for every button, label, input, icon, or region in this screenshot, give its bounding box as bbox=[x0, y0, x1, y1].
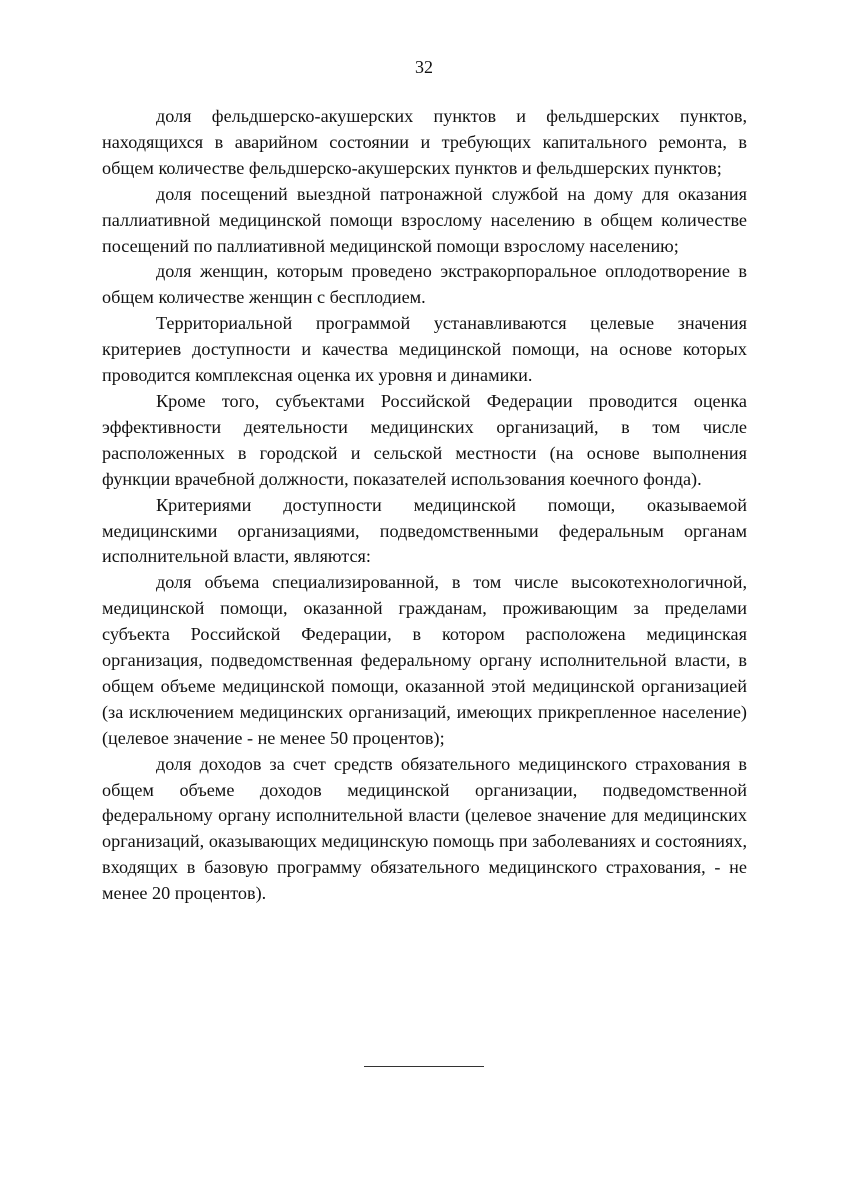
paragraph-ivf-share: доля женщин, которым проведено экстракорпоральное оплодотворение в общем количестве женщин с бесплодием. bbox=[102, 261, 747, 308]
paragraph-efficiency-assessment: Кроме того, субъектами Российской Федерации проводится оценка эффективности деятельности медицинских организаций, в том числе расположенных в городской и сельской местности (на основе выполнения функции врачебной должности, показателей использования коечного фонда). bbox=[102, 390, 747, 489]
paragraph-territorial-program-targets: Территориальной программой устанавливаются целевые значения критериев доступности и качества медицинской помощи, на основе которых проводится комплексная оценка их уровня и динамики. bbox=[102, 313, 747, 386]
paragraph-palliative-visits-share: доля посещений выездной патронажной службой на дому для оказания паллиативной медицинской помощи взрослому населению в общем количестве посещений по паллиативной медицинской помощи взрослому населению; bbox=[102, 183, 747, 256]
document-body bbox=[102, 104, 747, 907]
paragraph-specialized-care-share: доля объема специализированной, в том числе высокотехнологичной, медицинской помощи, оказанной гражданам, проживающим за пределами субъекта Российской Федерации, в котором расположена медицинская организация, подведомственная федеральному органу исполнительной власти, в общем объеме медицинской помощи, оказанной этой медицинской организацией (за исключением медицинских организаций, имеющих прикрепленное население) (целевое значение - не менее 50 процентов); bbox=[102, 572, 747, 748]
paragraph-oms-income-share: доля доходов за счет средств обязательного медицинского страхования в общем объеме доходов медицинской организации, подведомственной федеральному органу исполнительной власти (целевое значение для медицинских организаций, оказывающих медицинскую помощь при заболеваниях и состояниях, входящих в базовую программу обязательного медицинского страхования, - не менее 20 процентов). bbox=[102, 753, 747, 904]
paragraph-fap-emergency-share: доля фельдшерско-акушерских пунктов и фельдшерских пунктов, находящихся в аварийном состоянии и требующих капитального ремонта, в общем количестве фельдшерско-акушерских пунктов и фельдшерских пунктов; bbox=[102, 106, 747, 178]
paragraph-federal-criteria-intro: Критериями доступности медицинской помощи, оказываемой медицинскими организациями, подведомственными федеральным органам исполнительной власти, являются: bbox=[102, 494, 747, 567]
footer-rule bbox=[364, 1066, 484, 1067]
page-number: 32 bbox=[415, 57, 433, 77]
